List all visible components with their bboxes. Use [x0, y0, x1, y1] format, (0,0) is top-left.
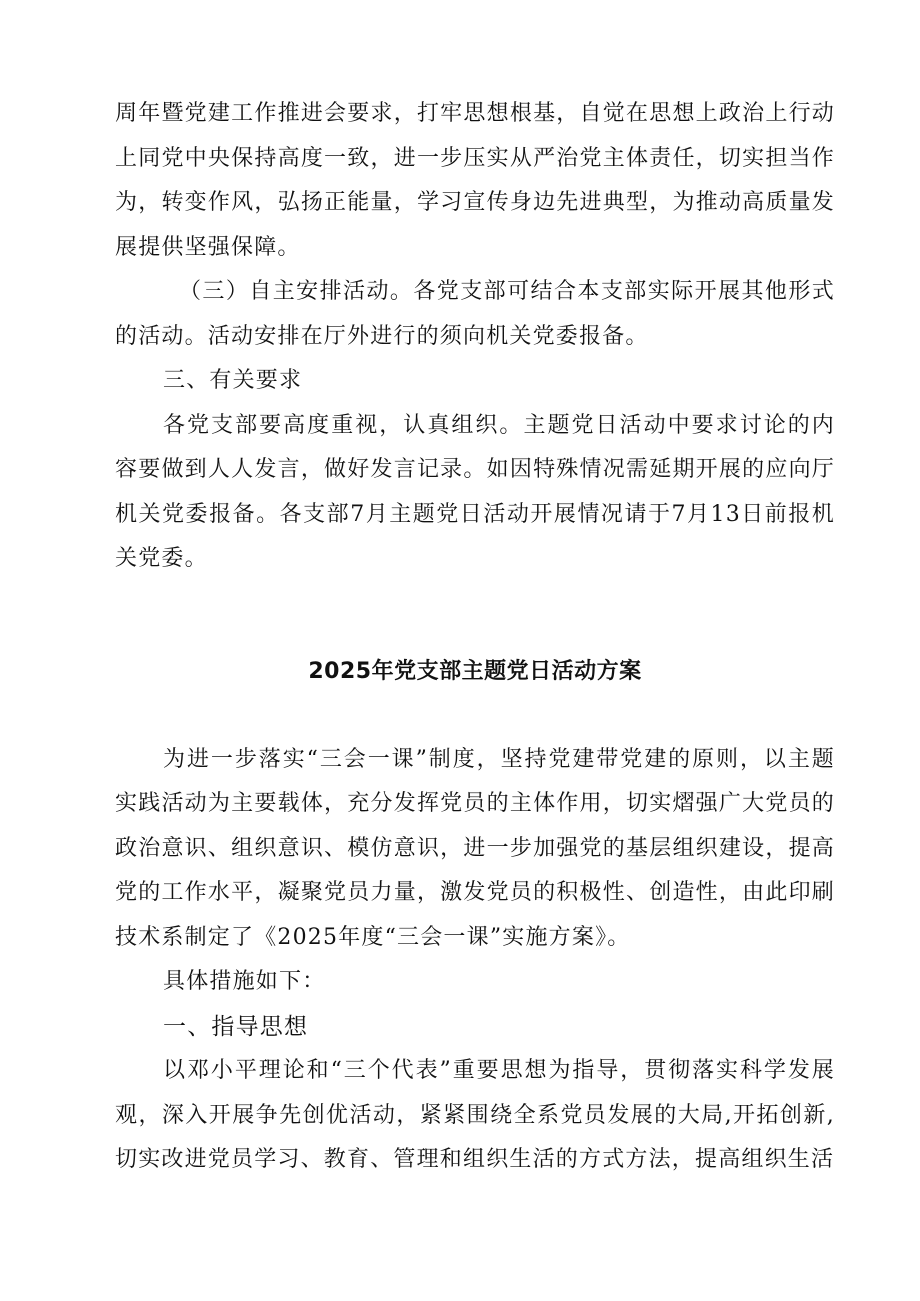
- paragraph-continuation: 周年暨党建工作推进会要求，打牢思想根基，自觉在思想上政治上行动上同党中央保持高度一致，进一步压实从严治党主体责任，切实担当作为，转变作风，弘扬正能量，学习宣传身边先进典型，为推动高质量发展提供坚强保障。: [115, 101, 835, 260]
- spacer: [115, 694, 835, 738]
- paragraph-intro: 为进一步落实“三会一课”制度，坚持党建带党建的原则，以主题实践活动为主要载体，充分发挥党员的主体作用，切实熠强广大党员的政治意识、组织意识、模仿意识，进一步加强党的基层组织建设，提高党的工作水平，凝聚党员力量，激发党员的积极性、创造性，由此印刷技术系制定了《2025年度“三会一课”实施方案》。: [115, 746, 835, 950]
- document-page: [115, 92, 835, 1183]
- document-title: 2025年党支部主题党日活动方案: [308, 658, 642, 684]
- paragraph-measures: 具体措施如下：: [163, 969, 326, 994]
- heading-guiding-thought: 一、指导思想: [163, 1013, 309, 1040]
- heading-requirements: 三、有关要求: [163, 368, 303, 393]
- paragraph-requirements: 各党支部要高度重视，认真组织。主题党日活动中要求讨论的内容要做到人人发言，做好发言记录。如因特殊情况需延期开展的应向厅机关党委报备。各支部7月主题党日活动开展情况请于7月13日前报机关党委。: [115, 412, 835, 571]
- spacer: [115, 582, 835, 650]
- paragraph-guiding-thought: 以邓小平理论和“三个代表”重要思想为指导，贯彻落实科学发展观，深入开展争先创优活动，紧紧围绕全系党员发展的大局,开拓创新,切实改进党员学习、教育、管理和组织生活的方式方法，提高组织生活: [115, 1058, 835, 1172]
- paragraph-item-3: （三）自主安排活动。各党支部可结合本支部实际开展其他形式的活动。活动安排在厅外进行的须向机关党委报备。: [115, 279, 835, 349]
